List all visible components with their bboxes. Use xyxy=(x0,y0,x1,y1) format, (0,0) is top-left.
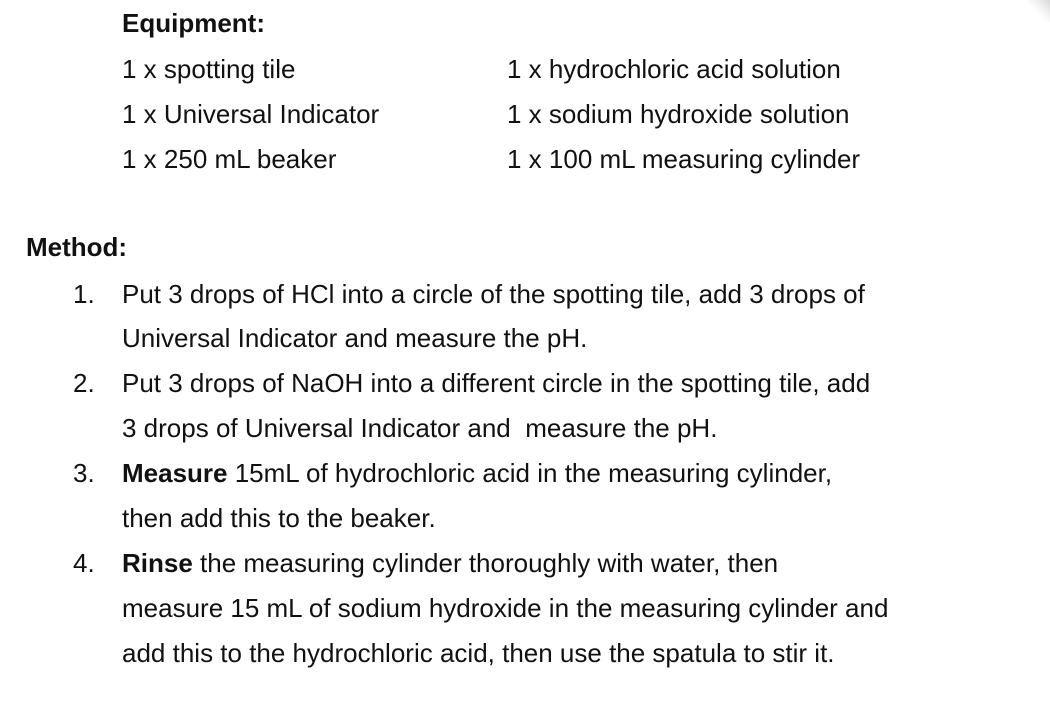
step-4-bold-word: Rinse xyxy=(122,548,193,578)
step-2-line: Put 3 drops of NaOH into a different circle in the spotting tile, add xyxy=(122,368,871,398)
step-4-line: add this to the hydrochloric acid, then use the spatula to stir it. xyxy=(122,638,835,668)
equipment-right-item: 1 x sodium hydroxide solution xyxy=(507,99,850,129)
step-3-line: then add this to the beaker. xyxy=(122,503,436,533)
equipment-right-item: 1 x 100 mL measuring cylinder xyxy=(507,144,861,174)
step-number: 3. xyxy=(73,458,95,488)
step-4-line xyxy=(122,548,778,579)
equipment-right-item: 1 x hydrochloric acid solution xyxy=(507,54,841,84)
step-number: 4. xyxy=(73,548,95,578)
step-3-bold-word: Measure xyxy=(122,458,228,488)
step-3-line xyxy=(122,458,832,489)
step-number: 1. xyxy=(73,279,95,309)
step-number: 2. xyxy=(73,368,95,398)
equipment-heading: Equipment: xyxy=(122,8,265,38)
step-4-line-text: the measuring cylinder thoroughly with water, then xyxy=(192,548,779,578)
page-corner-shadow xyxy=(1028,0,1050,22)
equipment-left-item: 1 x 250 mL beaker xyxy=(122,144,337,174)
equipment-left-item: 1 x spotting tile xyxy=(122,54,296,84)
step-2-line: 3 drops of Universal Indicator and measure the pH. xyxy=(122,413,718,443)
equipment-left-item: 1 x Universal Indicator xyxy=(122,99,380,129)
step-3-line-text: 15mL of hydrochloric acid in the measuring cylinder, xyxy=(227,458,833,488)
step-1-line: Universal Indicator and measure the pH. xyxy=(122,323,588,353)
method-heading: Method: xyxy=(26,232,128,262)
step-1-line: Put 3 drops of HCl into a circle of the spotting tile, add 3 drops of xyxy=(122,279,865,309)
step-4-line: measure 15 mL of sodium hydroxide in the measuring cylinder and xyxy=(122,593,889,623)
